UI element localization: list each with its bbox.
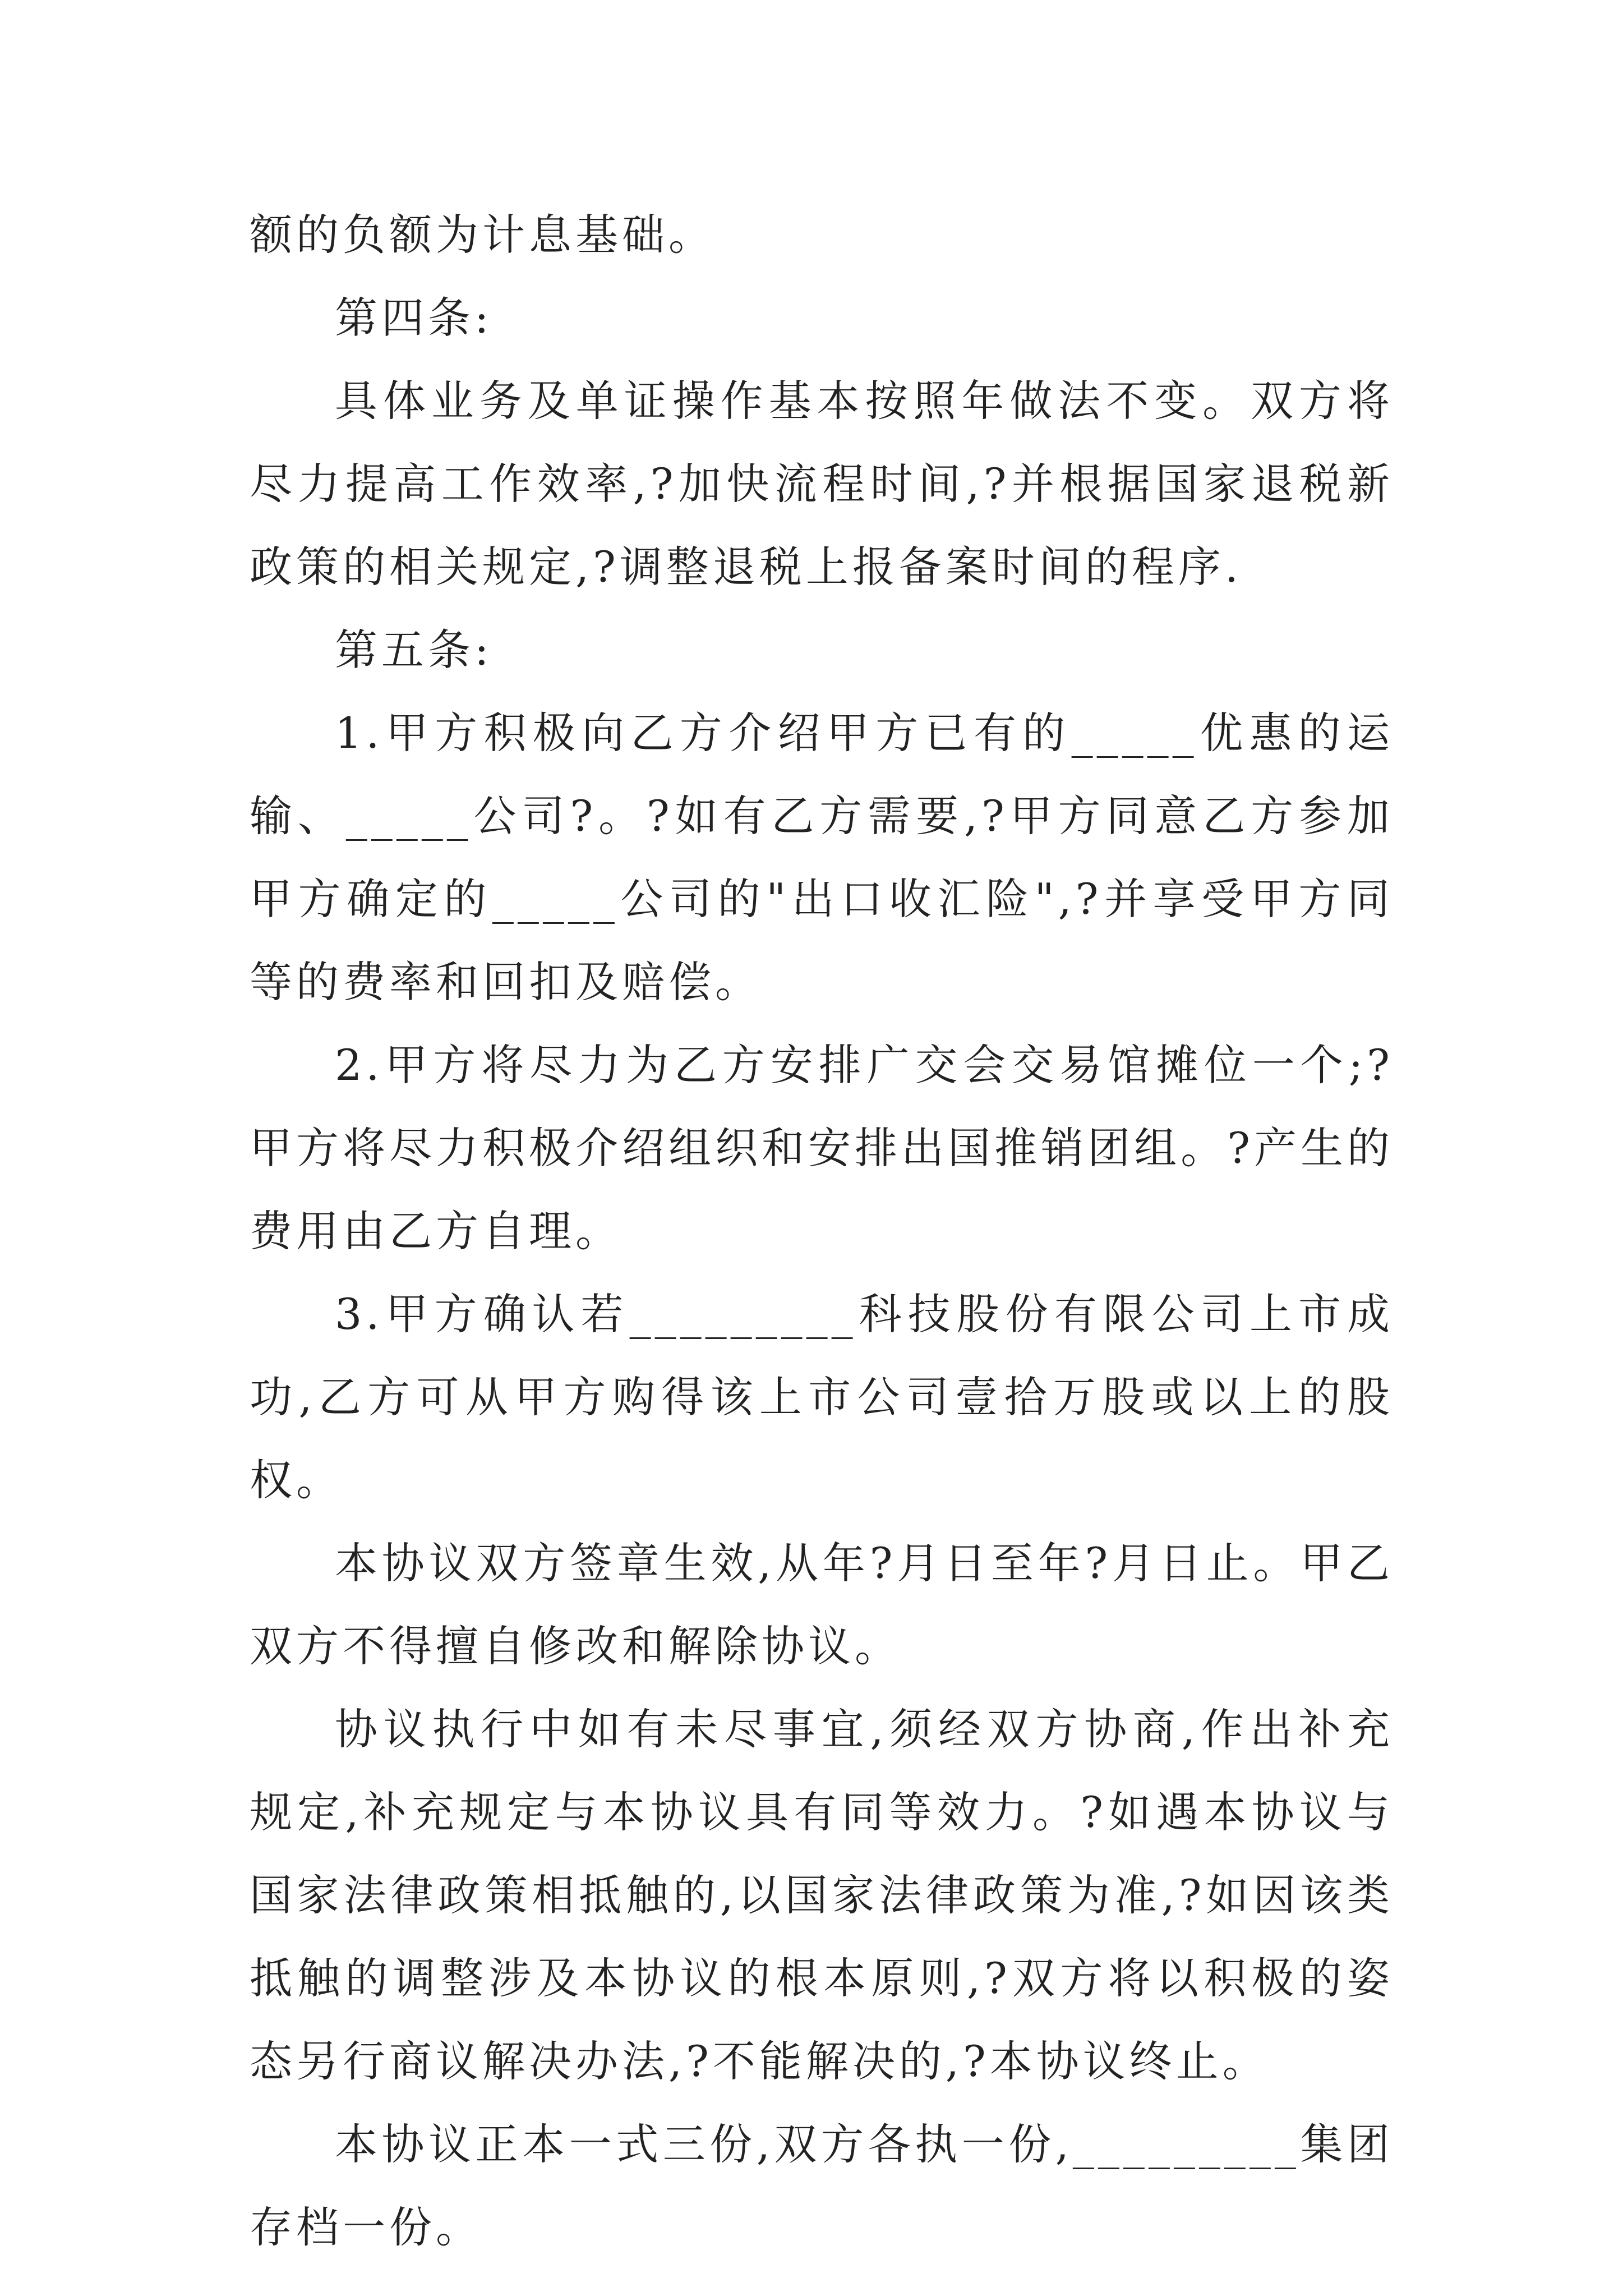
article-5-item-3: 3.甲方确认若_________科技股份有限公司上市成功,乙方可从甲方购得该上市公司壹拾万股或以上的股权。 bbox=[250, 1289, 1394, 1505]
paragraph-continuation: 额的负额为计息基础。 bbox=[250, 210, 715, 260]
supplementary-terms-paragraph: 协议执行中如有未尽事宜,须经双方协商,作出补充规定,补充规定与本协议具有同等效力。?如遇本协议与国家法律政策相抵触的,以国家法律政策为准,?如因该类抵触的调整涉及本协议的根本原则,?双方将以积极的姿态另行商议解决办法,?不能解决的,?本协议终止。 bbox=[250, 1704, 1394, 2086]
article-5-heading: 第五条: bbox=[335, 625, 493, 675]
effective-period-paragraph: 本协议双方签章生效,从年?月日至年?月日止。甲乙双方不得擅自修改和解除协议。 bbox=[250, 1538, 1394, 1671]
article-4-body: 具体业务及单证操作基本按照年做法不变。双方将尽力提高工作效率,?加快流程时间,?并根据国家退税新政策的相关规定,?调整退税上报备案时间的程序. bbox=[250, 376, 1394, 592]
document-body bbox=[250, 194, 1394, 2269]
article-4-heading: 第四条: bbox=[335, 293, 493, 343]
article-5-item-2: 2.甲方将尽力为乙方安排广交会交易馆摊位一个;?甲方将尽力积极介绍组织和安排出国推销团组。?产生的费用由乙方自理。 bbox=[250, 1040, 1394, 1256]
copies-paragraph: 本协议正本一式三份,双方各执一份,_________集团存档一份。 bbox=[250, 2119, 1394, 2252]
article-5-item-1: 1.甲方积极向乙方介绍甲方已有的_____优惠的运输、_____公司?。?如有乙方需要,?甲方同意乙方参加甲方确定的_____公司的"出口收汇险",?并享受甲方同等的费率和回扣及赔偿。 bbox=[250, 708, 1394, 1007]
